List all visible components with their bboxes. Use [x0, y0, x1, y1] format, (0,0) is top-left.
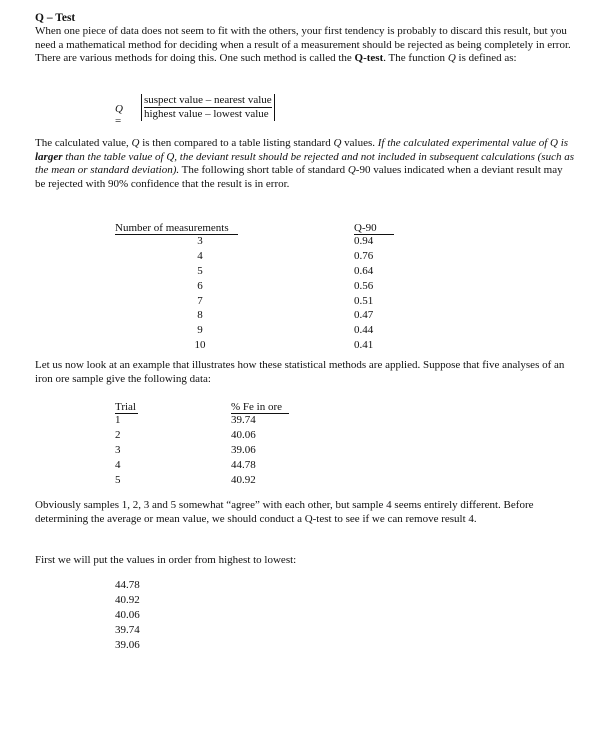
trial-row	[115, 473, 395, 488]
formula-lhs: Q =	[115, 103, 123, 127]
q90-header-value: Q-90	[354, 222, 394, 235]
formula-fraction	[141, 94, 275, 121]
trial-rows	[115, 413, 395, 487]
intro-text: When one piece of data does not seem to fit with the others, your first tendency is probably to discard this result, but you need a mathematical method for deciding when a result of a measurement should be rejected as being completely in error. There are various methods for doing this. One such method is called the	[35, 25, 571, 65]
trial-row	[115, 413, 395, 428]
q90-measurement-count: 8	[197, 309, 203, 322]
trial-number: 4	[115, 458, 121, 471]
q90-value: 0.47	[354, 309, 374, 322]
trial-row	[115, 458, 395, 473]
trial-number: 5	[115, 473, 121, 486]
q90-value: 0.44	[354, 324, 374, 337]
trial-header-trial: Trial	[115, 401, 136, 413]
q90-value: 0.56	[354, 279, 374, 292]
trial-number: 1	[115, 414, 121, 426]
trial-fe-value: 40.06	[231, 428, 256, 441]
q90-row	[115, 234, 415, 249]
q90-row	[115, 323, 415, 338]
trial-fe-value: 44.78	[231, 458, 256, 471]
sorted-value: 40.06	[115, 608, 140, 621]
intro-paragraph	[35, 25, 575, 66]
q90-row	[115, 294, 415, 309]
rejection-rule: If the calculated experimental value of Q is larger than the table value of Q, the deviant result should be rejected and not included in subsequent calculations (such as the mean or standard deviation).	[35, 137, 575, 177]
ordering-paragraph: First we will put the values in order from highest to lowest:	[35, 554, 297, 566]
trial-row	[115, 428, 395, 443]
q90-rows	[115, 234, 415, 353]
q90-row	[115, 279, 415, 294]
q-test-term: Q-test	[354, 52, 384, 65]
section-title: Q – Test	[35, 12, 76, 24]
trial-fe-value: 39.06	[231, 443, 256, 456]
trial-row	[115, 443, 395, 458]
q90-value: 0.51	[354, 294, 374, 307]
q90-measurement-count: 9	[197, 324, 203, 337]
q90-measurement-count: 6	[197, 279, 203, 292]
formula-denominator: highest value – lowest value	[144, 108, 269, 120]
sorted-values-list	[115, 578, 140, 652]
q90-value: 0.94	[354, 235, 374, 247]
trial-number: 2	[115, 428, 121, 441]
q90-row	[115, 308, 415, 323]
trial-fe-value: 40.92	[231, 473, 256, 486]
trial-number: 3	[115, 443, 121, 456]
sorted-value: 40.92	[115, 593, 140, 606]
sorted-value: 39.06	[115, 638, 140, 651]
example-paragraph: Let us now look at an example that illustrates how these statistical methods are applied. Suppose that five analyses of an iron ore sample give the following data:	[35, 359, 565, 385]
q90-row	[115, 264, 415, 279]
intro-text-tail: . The function	[383, 52, 448, 65]
formula-numerator: suspect value – nearest value	[144, 94, 272, 106]
q90-measurement-count: 3	[197, 235, 203, 247]
q90-value: 0.64	[354, 264, 374, 277]
trial-header-fe: % Fe in ore	[231, 401, 289, 414]
q-symbol: Q	[447, 52, 456, 65]
q90-value: 0.41	[354, 339, 374, 352]
q90-row	[115, 338, 415, 353]
sorted-value: 39.74	[115, 623, 140, 636]
q90-value: 0.76	[354, 249, 374, 262]
q90-row	[115, 249, 415, 264]
document-page	[35, 12, 575, 651]
q90-measurement-count: 10	[194, 339, 206, 352]
observation-paragraph: Obviously samples 1, 2, 3 and 5 somewhat “agree” with each other, but sample 4 seems entirely different. Before determining the average or mean value, we should conduct a Q-test to see if we can remove result 4.	[35, 499, 534, 525]
comparison-paragraph: The calculated value, Q is then compared to a table listing standard Q values. If the calculated experimental value of Q is larger than the table value of Q, the deviant result should be rejected and not included in subsequent calculations (such as the mean or standard deviation). The following short table of standard Q-90 values indicated when a deviant result may be rejected with 90% confidence that the result is in error.	[35, 137, 575, 190]
q90-measurement-count: 7	[197, 294, 203, 307]
q90-measurement-count: 4	[197, 249, 203, 262]
intro-text-end: is defined as:	[455, 52, 517, 65]
trial-fe-value: 39.74	[231, 414, 256, 426]
q90-measurement-count: 5	[197, 264, 203, 277]
sorted-value: 44.78	[115, 579, 140, 591]
q90-header-measurements: Number of measurements	[115, 222, 238, 235]
